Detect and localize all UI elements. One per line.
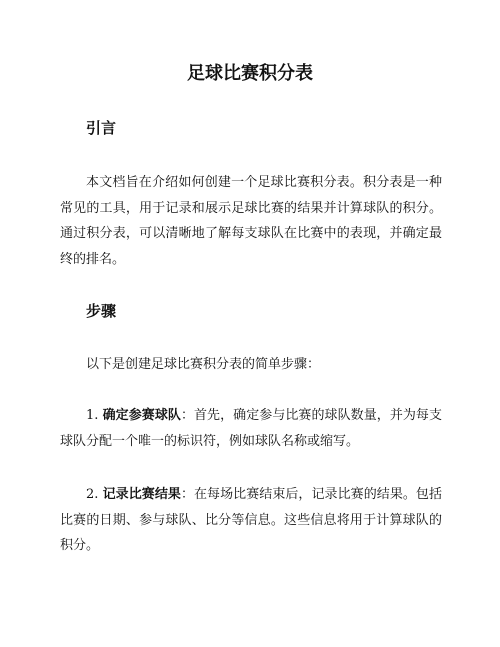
step-item-2-text: ：在每场比赛结束后，记录比赛的结果。包括比赛的日期、参与球队、比分等信息。这些信息将用于计算球队的积分。 [60,487,442,553]
step-item-1-text: ：首先，确定参与比赛的球队数量，并为每支球队分配一个唯一的标识符，例如球队名称或缩写。 [60,408,442,449]
document-title: 足球比赛积分表 [187,63,313,84]
step-item-1-label: 确定参赛球队 [102,408,181,423]
section-heading-intro: 引言 [86,119,117,137]
step-item-2-label: 记录比赛结果 [102,487,181,502]
steps-lead-paragraph: 以下是创建足球比赛积分表的简单步骤： [86,357,321,372]
step-item-1-number: 1. [86,408,99,423]
section-heading-steps: 步骤 [86,302,117,320]
step-item-2 [60,482,442,559]
intro-paragraph: 本文档旨在介绍如何创建一个足球比赛积分表。积分表是一种常见的工具，用于记录和展示足球比赛的结果并计算球队的积分。通过积分表，可以清晰地了解每支球队在比赛中的表现，并确定最终的排名。 [60,175,442,267]
step-item-1 [60,403,442,454]
step-item-2-number: 2. [86,487,99,502]
